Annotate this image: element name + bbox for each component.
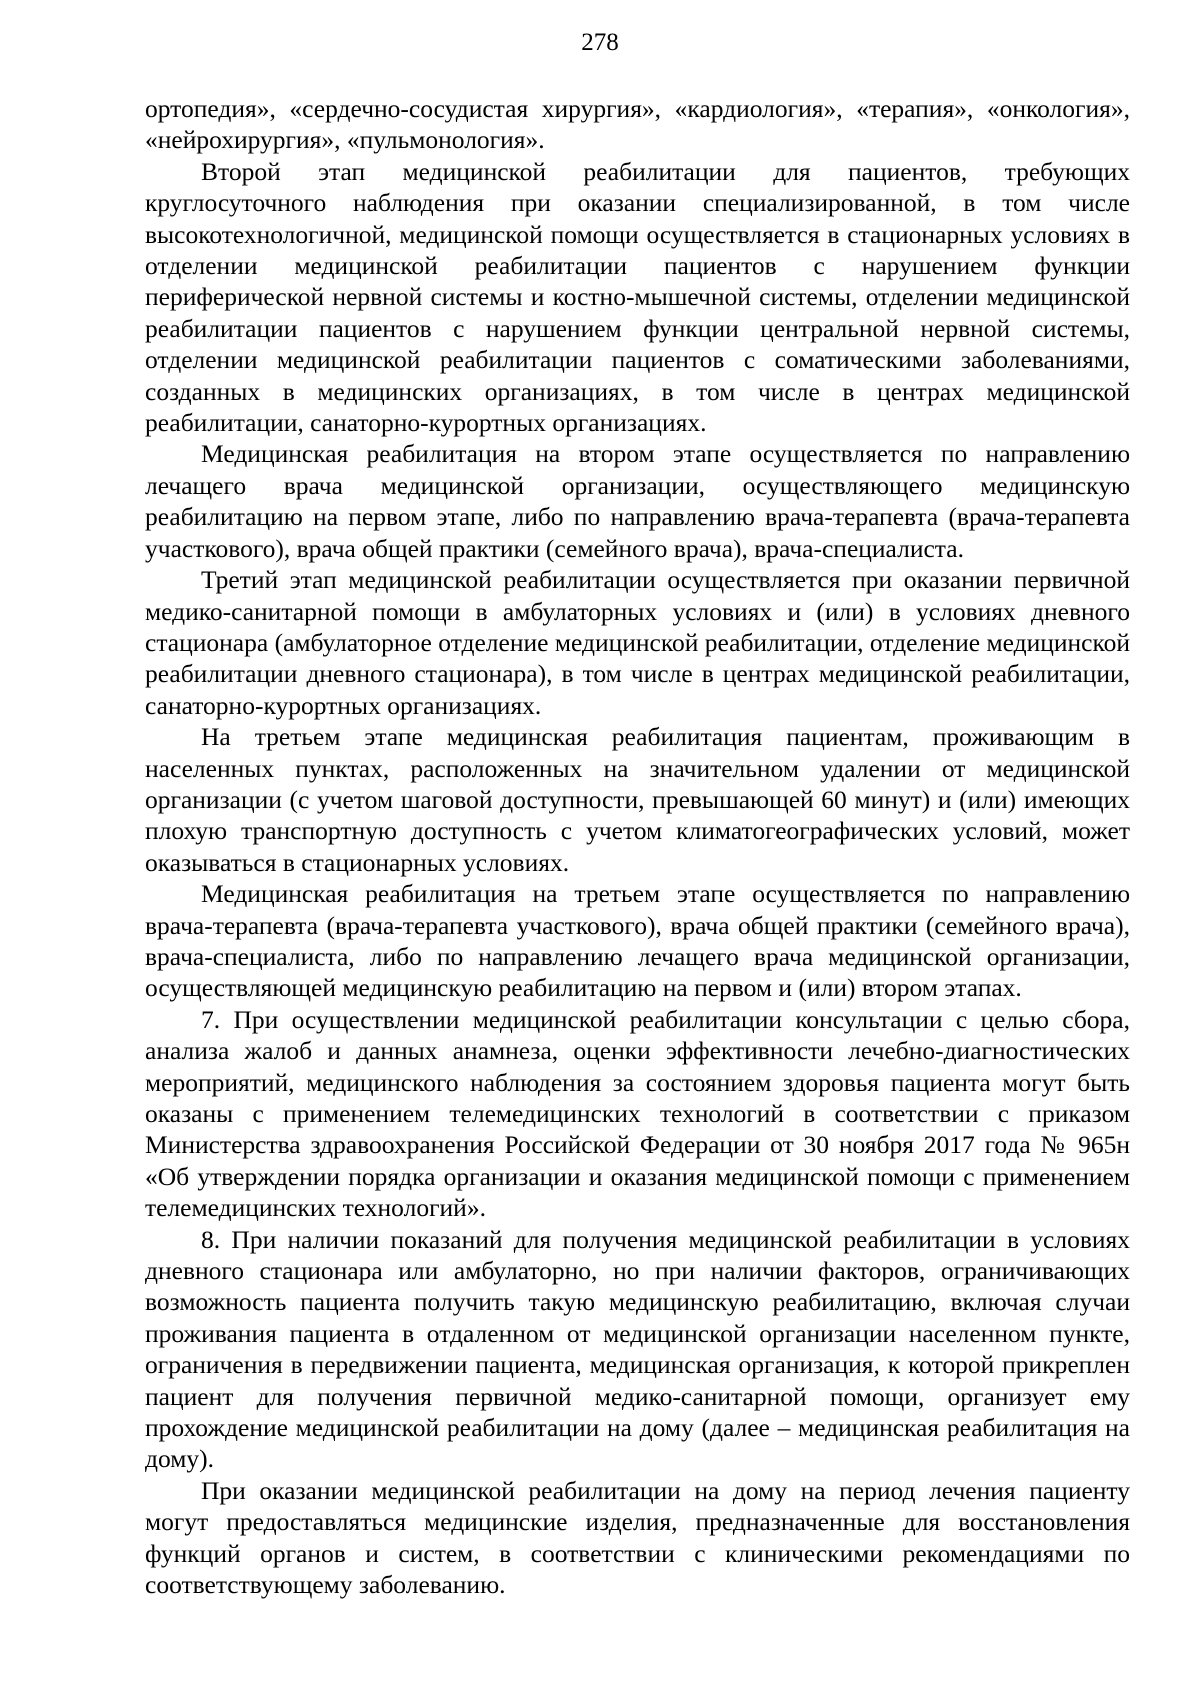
paragraph-specialties-continued: ортопедия», «сердечно-сосудистая хирургия», «кардиология», «терапия», «онкология», «нейрохирургия», «пульмонология».: [145, 94, 1130, 155]
paragraph-item-8-home-rehabilitation: 8. При наличии показаний для получения медицинской реабилитации в условиях дневного стационара или амбулаторно, но при наличии факторов, ограничивающих возможность пациента получить такую медицинскую реабилитацию, включая случаи проживания пациента в отдаленном от медицинской организации населенном пункте, ограничения в передвижении пациента, медицинская организация, к которой прикреплен пациент для получения первичной медико-санитарной помощи, организует ему прохождение медицинской реабилитации на дому (далее – медицинская реабилитация на дому).: [145, 1224, 1130, 1474]
document-text: [145, 93, 1130, 1601]
page-number: 278: [581, 29, 619, 56]
paragraph-third-stage-remote: На третьем этапе медицинская реабилитация пациентам, проживающим в населенных пунктах, расположенных на значительном удалении от медицинской организации (с учетом шаговой доступности, превышающей 60 минут) и (или) имеющих плохую транспортную доступность с учетом климатогеографических условий, может оказываться в стационарных условиях.: [145, 722, 1130, 877]
paragraph-second-stage-referral: Медицинская реабилитация на втором этапе осуществляется по направлению лечащего врача медицинской организации, осуществляющего медицинскую реабилитацию на первом этапе, либо по направлению врача-терапевта (врача-терапевта участкового), врача общей практики (семейного врача), врача-специалиста.: [145, 439, 1130, 563]
paragraph-second-stage: Второй этап медицинской реабилитации для пациентов, требующих круглосуточного наблюдения при оказании специализированной, в том числе высокотехнологичной, медицинской помощи осуществляется в стационарных условиях в отделении медицинской реабилитации пациентов с нарушением функции периферической нервной системы и костно-мышечной системы, отделении медицинской реабилитации пациентов с нарушением функции центральной нервной системы, отделении медицинской реабилитации пациентов с соматическими заболеваниями, созданных в медицинских организациях, в том числе в центрах медицинской реабилитации, санаторно-курортных организациях.: [145, 156, 1130, 438]
paragraph-third-stage: Третий этап медицинской реабилитации осуществляется при оказании первичной медико-санитарной помощи в амбулаторных условиях и (или) в условиях дневного стационара (амбулаторное отделение медицинской реабилитации, отделение медицинской реабилитации дневного стационара), в том числе в центрах медицинской реабилитации, санаторно-курортных организациях.: [145, 565, 1130, 720]
paragraph-item-7-telemedicine: 7. При осуществлении медицинской реабилитации консультации с целью сбора, анализа жалоб и данных анамнеза, оценки эффективности лечебно-диагностических мероприятий, медицинского наблюдения за состоянием здоровья пациента могут быть оказаны с применением телемедицинских технологий в соответствии с приказом Министерства здравоохранения Российской Федерации от 30 ноября 2017 года № 965н «Об утверждении порядка организации и оказания медицинской помощи с применением телемедицинских технологий».: [145, 1004, 1130, 1223]
paragraph-third-stage-referral: Медицинская реабилитация на третьем этапе осуществляется по направлению врача-терапевта (врача-терапевта участкового), врача общей практики (семейного врача), врача-специалиста, либо по направлению лечащего врача медицинской организации, осуществляющей медицинскую реабилитацию на первом и (или) втором этапах.: [145, 879, 1130, 1003]
paragraph-medical-devices: При оказании медицинской реабилитации на дому на период лечения пациенту могут предоставляться медицинские изделия, предназначенные для восстановления функций органов и систем, в соответствии с клиническими рекомендациями по соответствующему заболеванию.: [145, 1475, 1130, 1600]
